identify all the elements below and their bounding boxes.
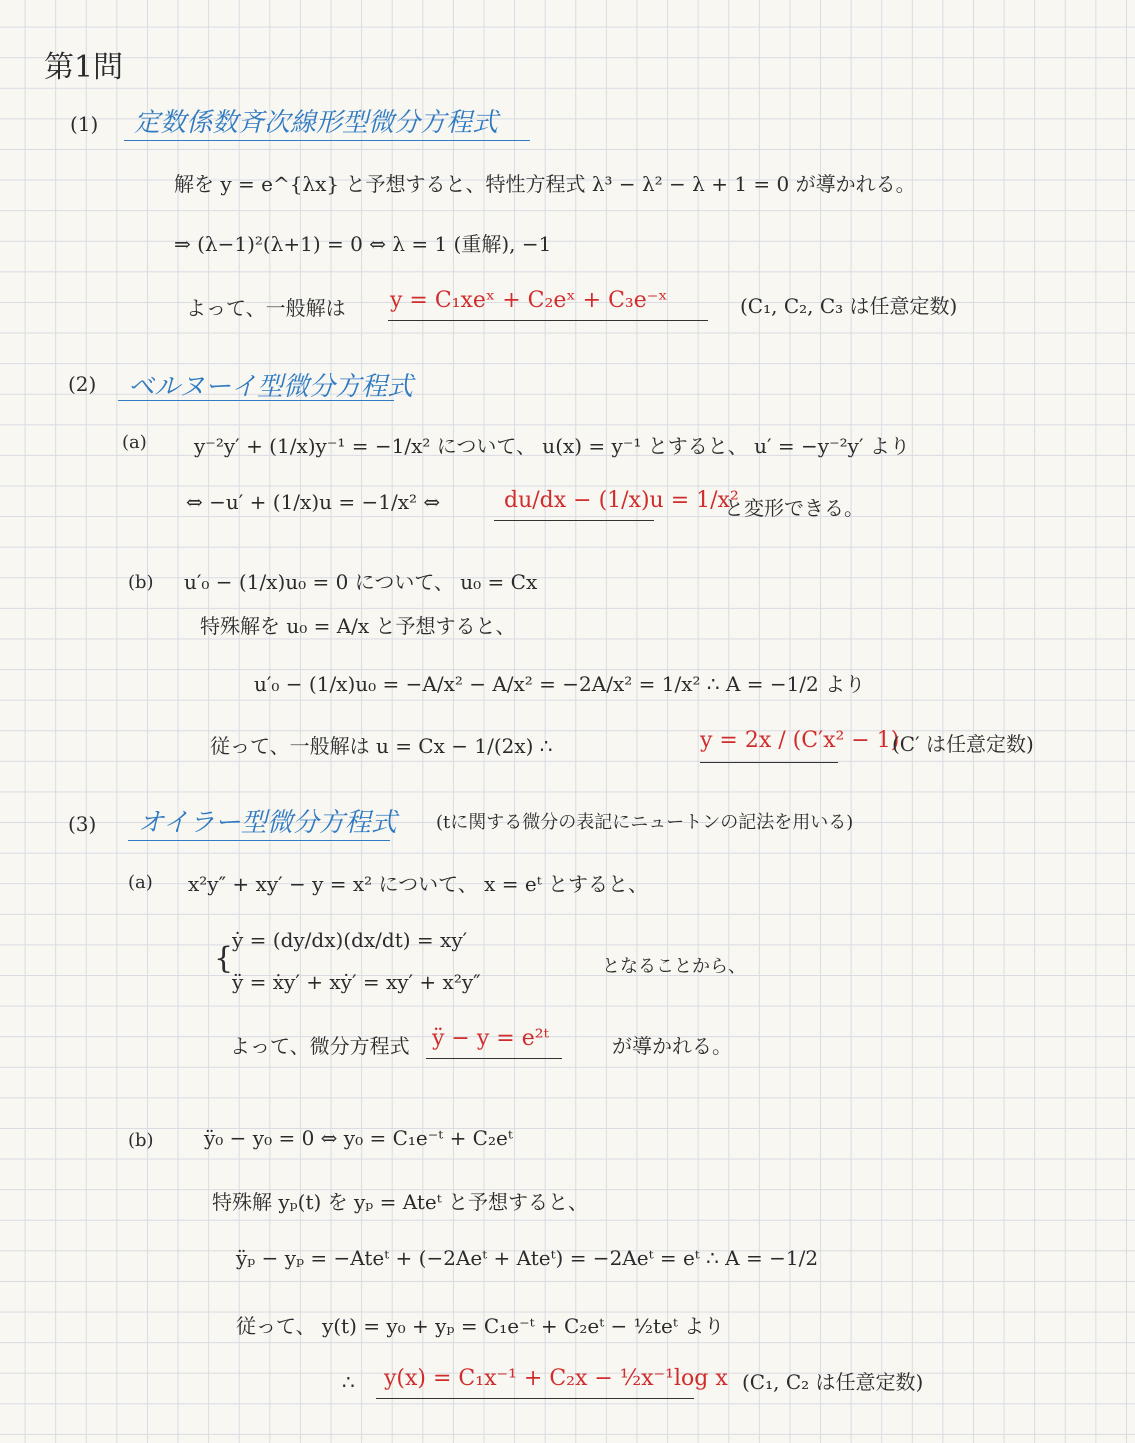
problem-3b-line-1: ÿ₀ − y₀ = 0 ⇔ y₀ = C₁e⁻ᵗ + C₂eᵗ xyxy=(204,1126,513,1150)
problem-2-heading: ベルヌーイ型微分方程式 xyxy=(128,372,413,402)
problem-3b-answer-underline xyxy=(376,1398,694,1399)
problem-3b-answer: y(x) = C₁x⁻¹ + C₂x − ½x⁻¹log x xyxy=(384,1366,728,1391)
problem-2b-label: (b) xyxy=(128,572,154,593)
problem-3a-line-6: が導かれる。 xyxy=(612,1034,732,1058)
problem-2a-line-1: y⁻²y′ + (1/x)y⁻¹ = −1/x² について、 u(x) = y⁻¹ とすると、 u′ = −y⁻²y′ より xyxy=(194,434,910,458)
problem-3b-line-4: 従って、 y(t) = y₀ + yₚ = C₁e⁻ᵗ + C₂eᵗ − ½teᵗ より xyxy=(236,1314,725,1338)
problem-2a-line-2: ⇔ −u′ + (1/x)u = −1/x² ⇔ xyxy=(186,490,441,514)
problem-3b-line-2: 特殊解 yₚ(t) を yₚ = Ateᵗ と予想すると、 xyxy=(212,1190,589,1214)
problem-1-heading: 定数係数斉次線形型微分方程式 xyxy=(134,108,499,138)
problem-2b-line-5: (C′ は任意定数) xyxy=(892,732,1034,756)
problem-3a-line-4: となることから、 xyxy=(602,956,746,977)
problem-1-line-4: (C₁, C₂, C₃ は任意定数) xyxy=(740,294,958,318)
problem-3-note: (tに関する微分の表記にニュートンの記法を用いる) xyxy=(436,812,854,833)
problem-1-number: (1) xyxy=(70,112,99,136)
problem-3b-line-5: ∴ xyxy=(342,1370,355,1394)
problem-3b-line-3: ÿₚ − yₚ = −Ateᵗ + (−2Aeᵗ + Ateᵗ) = −2Aeᵗ = eᵗ ∴ A = −1/2 xyxy=(236,1246,819,1270)
problem-2b-line-4: 従って、一般解は u = Cx − 1/(2x) ∴ xyxy=(210,734,553,758)
problem-3a-line-3: ÿ = ẋy′ + xẏ′ = xy′ + x²y″ xyxy=(232,970,481,994)
problem-2-number: (2) xyxy=(68,372,97,396)
page-title: 第1問 xyxy=(44,50,124,85)
problem-2a-answer-underline xyxy=(494,520,654,521)
problem-2b-answer-underline xyxy=(700,762,838,763)
problem-1-answer: y = C₁xeˣ + C₂eˣ + C₃e⁻ˣ xyxy=(390,288,668,313)
problem-2a-label: (a) xyxy=(122,432,147,453)
problem-3a-line-2: ẏ = (dy/dx)(dx/dt) = xy′ xyxy=(232,928,468,952)
problem-3a-label: (a) xyxy=(128,872,153,893)
problem-2b-answer: y = 2x / (C′x² − 1) xyxy=(700,728,900,753)
problem-3a-answer: ÿ − y = e²ᵗ xyxy=(432,1026,549,1051)
problem-2b-line-3: u′₀ − (1/x)u₀ = −A/x² − A/x² = −2A/x² = 1/x² ∴ A = −1/2 より xyxy=(254,672,866,696)
problem-1-line-2: ⇒ (λ−1)²(λ+1) = 0 ⇔ λ = 1 (重解), −1 xyxy=(174,232,552,256)
problem-1-heading-underline xyxy=(124,140,530,141)
problem-3b-line-6: (C₁, C₂ は任意定数) xyxy=(742,1370,924,1394)
problem-2a-answer: du/dx − (1/x)u = 1/x² xyxy=(504,488,739,513)
problem-3-heading: オイラー型微分方程式 xyxy=(138,808,397,838)
problem-3a-line-5: よって、微分方程式 xyxy=(230,1034,410,1058)
problem-1-line-1: 解を y = e^{λx} と予想すると、特性方程式 λ³ − λ² − λ + 1 = 0 が導かれる。 xyxy=(174,172,916,196)
problem-3a-answer-underline xyxy=(426,1058,562,1059)
problem-2b-line-1: u′₀ − (1/x)u₀ = 0 について、 u₀ = Cx xyxy=(184,570,538,594)
problem-3a-line-1: x²y″ + xy′ − y = x² について、 x = eᵗ とすると、 xyxy=(188,872,648,896)
problem-2-heading-underline xyxy=(118,400,394,401)
problem-2a-line-3: と変形できる。 xyxy=(724,496,864,520)
problem-2b-line-2: 特殊解を u₀ = A/x と予想すると、 xyxy=(200,614,516,638)
problem-3-number: (3) xyxy=(68,812,97,836)
problem-1-answer-underline xyxy=(388,320,708,321)
problem-1-line-3: よって、一般解は xyxy=(186,296,346,320)
problem-3-heading-underline xyxy=(128,840,390,841)
problem-3a-brace: { xyxy=(214,941,234,976)
problem-3b-label: (b) xyxy=(128,1130,154,1151)
